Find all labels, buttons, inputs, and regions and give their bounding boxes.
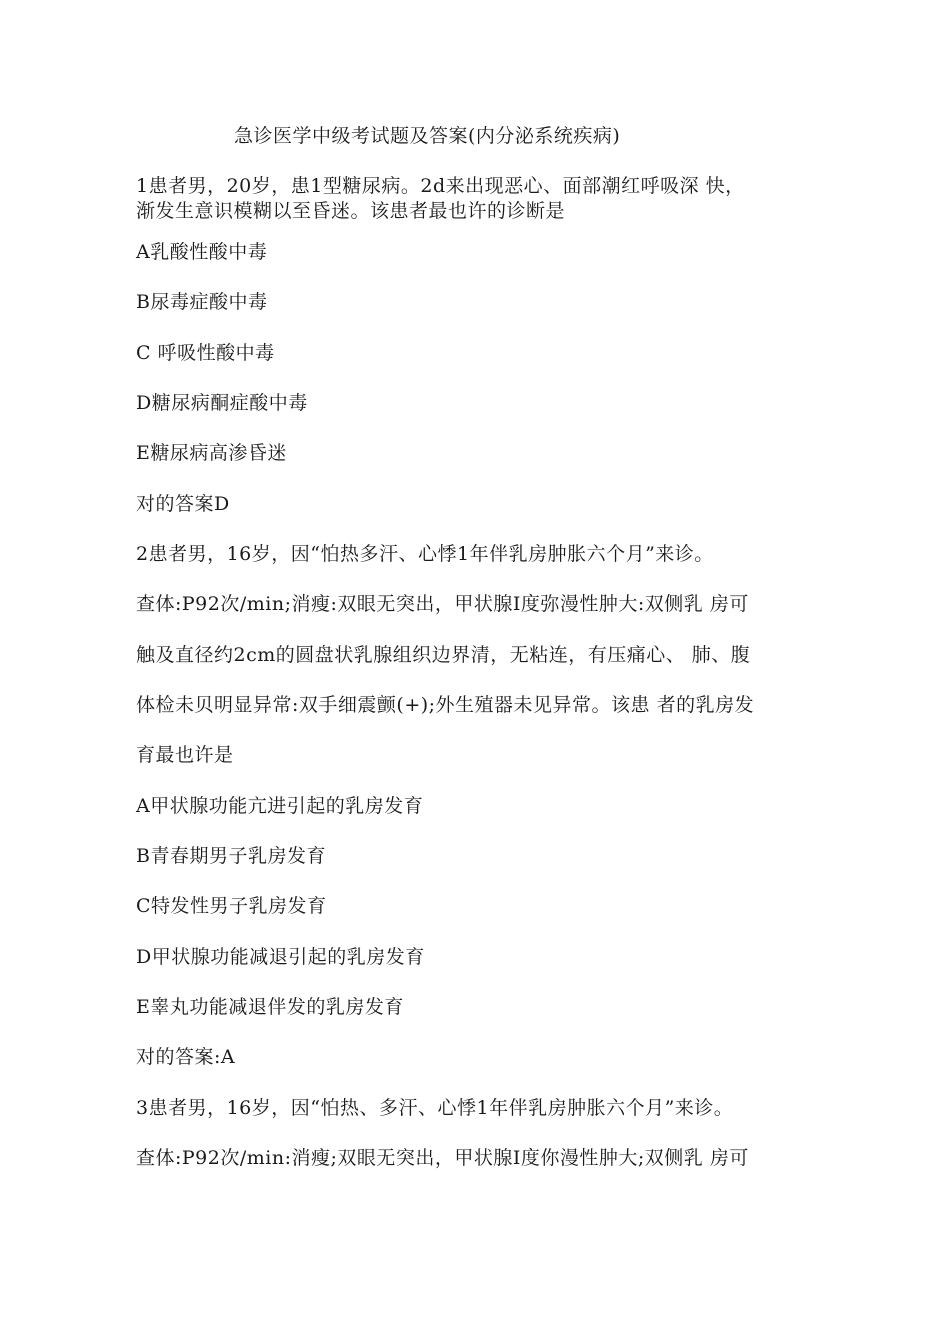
question-2-option-b: B青春期男子乳房发育 — [136, 845, 326, 867]
question-2-option-a: A甲状腺功能亢进引起的乳房发育 — [136, 795, 424, 817]
question-2-line-3: 触及直径约2cm的圆盘状乳腺组织边界清，无粘连，有压痛心、 肺、腹 — [136, 644, 751, 666]
question-1-option-e: E糖尿病高渗昏迷 — [136, 442, 287, 464]
document-title: 急诊医学中级考试题及答案(内分泌系统疾病) — [234, 125, 621, 147]
question-2-line-5: 育最也许是 — [136, 744, 234, 766]
question-2-option-c: C特发性男子乳房发育 — [136, 895, 327, 917]
question-1-option-d: D糖尿病酮症酸中毒 — [136, 392, 308, 414]
question-2-line-2: 查体:P92次/min;消瘦:双眼无突出，甲状腺I度弥漫性肿大:双侧乳 房可 — [136, 593, 749, 615]
question-3-line-2: 查体:P92次/min:消瘦;双眼无突出，甲状腺I度你漫性肿大;双侧乳 房可 — [136, 1147, 749, 1169]
question-1-line-2: 渐发生意识模糊以至昏迷。该患者最也许的诊断是 — [136, 200, 566, 222]
question-2-line-4: 体检未贝明显异常:双手细震颤(+);外生殖器未见异常。该患 者的乳房发 — [136, 694, 755, 716]
question-2-option-e: E睾丸功能减退伴发的乳房发育 — [136, 996, 404, 1018]
question-2-answer: 对的答案:A — [136, 1046, 236, 1068]
question-1-option-b: B尿毒症酸中毒 — [136, 291, 268, 313]
question-1-answer: 对的答案D — [136, 493, 230, 515]
question-1-option-a: A乳酸性酸中毒 — [136, 241, 268, 263]
question-2-option-d: D甲状腺功能减退引起的乳房发育 — [136, 946, 425, 968]
question-3-line-1: 3患者男，16岁，因“怕热、多汗、心悸1年伴乳房肿胀六个月”来诊。 — [136, 1097, 734, 1119]
question-1-line-1: 1患者男，20岁，患1型糖尿病。2d来出现恶心、面部潮红呼吸深 快， — [136, 175, 745, 197]
question-1-option-c: C 呼吸性酸中毒 — [136, 342, 275, 364]
question-2-line-1: 2患者男，16岁，因“怕热多汗、心悸1年伴乳房肿胀六个月”来诊。 — [136, 543, 714, 565]
